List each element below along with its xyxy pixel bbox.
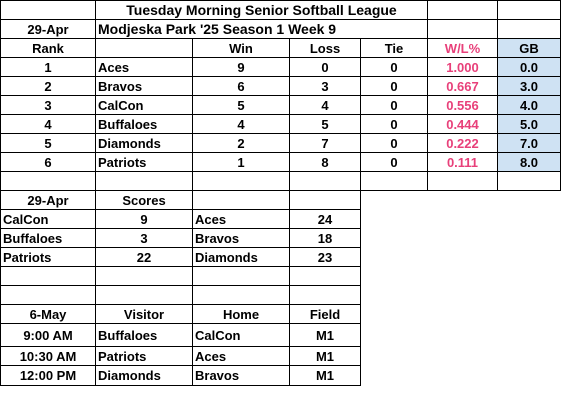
losses-cell: 7 bbox=[321, 135, 329, 151]
home-team-cell: Aces bbox=[195, 348, 227, 364]
wl-pct-cell: 0.667 bbox=[446, 78, 479, 94]
league-title: Tuesday Morning Senior Softball League bbox=[126, 2, 397, 18]
home-team-cell: CalCon bbox=[195, 327, 241, 343]
score-value-b: 18 bbox=[317, 230, 333, 246]
grid-line bbox=[289, 38, 290, 386]
scores-label: Scores bbox=[122, 192, 166, 208]
standings-date: 29-Apr bbox=[27, 21, 69, 37]
games-behind-cell: 0.0 bbox=[519, 59, 539, 75]
games-behind-cell: 8.0 bbox=[519, 154, 539, 170]
grid-line bbox=[0, 209, 361, 210]
game-time-cell: 10:30 AM bbox=[19, 348, 77, 364]
grid-line bbox=[0, 76, 561, 77]
home-team-cell: Bravos bbox=[195, 368, 240, 383]
grid-line bbox=[560, 0, 561, 191]
wl-pct-cell: 0.556 bbox=[446, 97, 479, 113]
rank-cell: 3 bbox=[44, 97, 52, 113]
grid-line bbox=[0, 190, 361, 191]
grid-line bbox=[0, 346, 361, 347]
wl-pct-cell: 0.111 bbox=[446, 154, 479, 170]
scores-date: 29-Apr bbox=[27, 192, 69, 208]
losses-cell: 3 bbox=[321, 78, 329, 94]
field-cell: M1 bbox=[315, 368, 335, 383]
rank-cell: 1 bbox=[44, 59, 52, 75]
score-team-b: Diamonds bbox=[195, 249, 258, 265]
grid-line bbox=[0, 114, 561, 115]
team-name-cell: Patriots bbox=[98, 154, 147, 170]
rank-header: Rank bbox=[32, 40, 64, 56]
losses-cell: 8 bbox=[321, 154, 329, 170]
grid-line bbox=[0, 171, 561, 172]
grid-line bbox=[0, 304, 361, 305]
visitor-team-cell: Patriots bbox=[98, 348, 147, 364]
grid-line bbox=[0, 247, 361, 248]
wins-cell: 6 bbox=[237, 78, 245, 94]
game-time-cell: 9:00 AM bbox=[23, 327, 73, 343]
grid-line bbox=[0, 323, 361, 324]
score-value-a: 3 bbox=[140, 230, 148, 246]
score-value-a: 9 bbox=[140, 211, 148, 227]
win-header: Win bbox=[229, 40, 253, 56]
wins-cell: 5 bbox=[237, 97, 245, 113]
grid-line bbox=[192, 38, 193, 386]
ties-cell: 0 bbox=[390, 59, 398, 75]
visitor-team-cell: Diamonds bbox=[98, 368, 161, 383]
wl-pct-cell: 0.444 bbox=[446, 116, 479, 132]
grid-line bbox=[0, 57, 561, 58]
field-cell: M1 bbox=[315, 348, 335, 364]
rank-cell: 2 bbox=[44, 78, 52, 94]
field-cell: M1 bbox=[315, 327, 335, 343]
games-behind-cell: 4.0 bbox=[519, 97, 539, 113]
grid-line bbox=[0, 19, 561, 20]
score-team-b: Aces bbox=[195, 211, 227, 227]
tie-header: Tie bbox=[384, 40, 404, 56]
games-behind-cell: 3.0 bbox=[519, 78, 539, 94]
wl-pct-header: W/L% bbox=[444, 40, 481, 56]
ties-cell: 0 bbox=[390, 135, 398, 151]
season-subtitle: Modjeska Park '25 Season 1 Week 9 bbox=[98, 21, 337, 37]
grid-line bbox=[0, 152, 561, 153]
ties-cell: 0 bbox=[390, 78, 398, 94]
ties-cell: 0 bbox=[390, 154, 398, 170]
grid-line bbox=[0, 228, 361, 229]
grid-line bbox=[0, 0, 561, 1]
grid-line bbox=[0, 38, 561, 39]
ties-cell: 0 bbox=[390, 116, 398, 132]
games-behind-cell: 7.0 bbox=[519, 135, 539, 151]
field-header: Field bbox=[309, 306, 341, 322]
grid-line bbox=[95, 0, 96, 386]
score-team-a: Buffaloes bbox=[3, 230, 63, 246]
team-name-cell: Aces bbox=[98, 59, 130, 75]
wins-cell: 1 bbox=[237, 154, 245, 170]
grid-line bbox=[497, 0, 498, 191]
ties-cell: 0 bbox=[390, 97, 398, 113]
wins-cell: 9 bbox=[237, 59, 245, 75]
wins-cell: 4 bbox=[237, 116, 245, 132]
game-time-cell: 12:00 PM bbox=[19, 368, 77, 383]
losses-cell: 5 bbox=[321, 116, 329, 132]
schedule-date: 6-May bbox=[29, 306, 67, 322]
grid-line bbox=[0, 385, 361, 386]
games-behind-cell: 5.0 bbox=[519, 116, 539, 132]
score-team-a: Patriots bbox=[3, 249, 52, 265]
rank-cell: 6 bbox=[44, 154, 52, 170]
rank-cell: 4 bbox=[44, 116, 52, 132]
team-name-cell: Diamonds bbox=[98, 135, 161, 151]
rank-cell: 5 bbox=[44, 135, 52, 151]
wins-cell: 2 bbox=[237, 135, 245, 151]
visitor-header: Visitor bbox=[123, 306, 165, 322]
home-header: Home bbox=[222, 306, 260, 322]
score-team-a: CalCon bbox=[3, 211, 49, 227]
visitor-team-cell: Buffaloes bbox=[98, 327, 158, 343]
grid-line bbox=[360, 38, 361, 386]
team-name-cell: Bravos bbox=[98, 78, 143, 94]
loss-header: Loss bbox=[309, 40, 341, 56]
wl-pct-cell: 0.222 bbox=[446, 135, 479, 151]
grid-line bbox=[0, 133, 561, 134]
team-name-cell: Buffaloes bbox=[98, 116, 158, 132]
wl-pct-cell: 1.000 bbox=[446, 59, 479, 75]
grid-line bbox=[0, 95, 561, 96]
grid-line bbox=[0, 0, 1, 386]
grid-line bbox=[0, 365, 361, 366]
losses-cell: 0 bbox=[321, 59, 329, 75]
grid-line bbox=[0, 285, 361, 286]
losses-cell: 4 bbox=[321, 97, 329, 113]
grid-line bbox=[0, 266, 361, 267]
gb-header: GB bbox=[519, 40, 539, 56]
score-team-b: Bravos bbox=[195, 230, 240, 246]
grid-line bbox=[427, 0, 428, 191]
score-value-b: 24 bbox=[317, 211, 333, 227]
score-value-b: 23 bbox=[317, 249, 333, 265]
score-value-a: 22 bbox=[136, 249, 152, 265]
team-name-cell: CalCon bbox=[98, 97, 144, 113]
